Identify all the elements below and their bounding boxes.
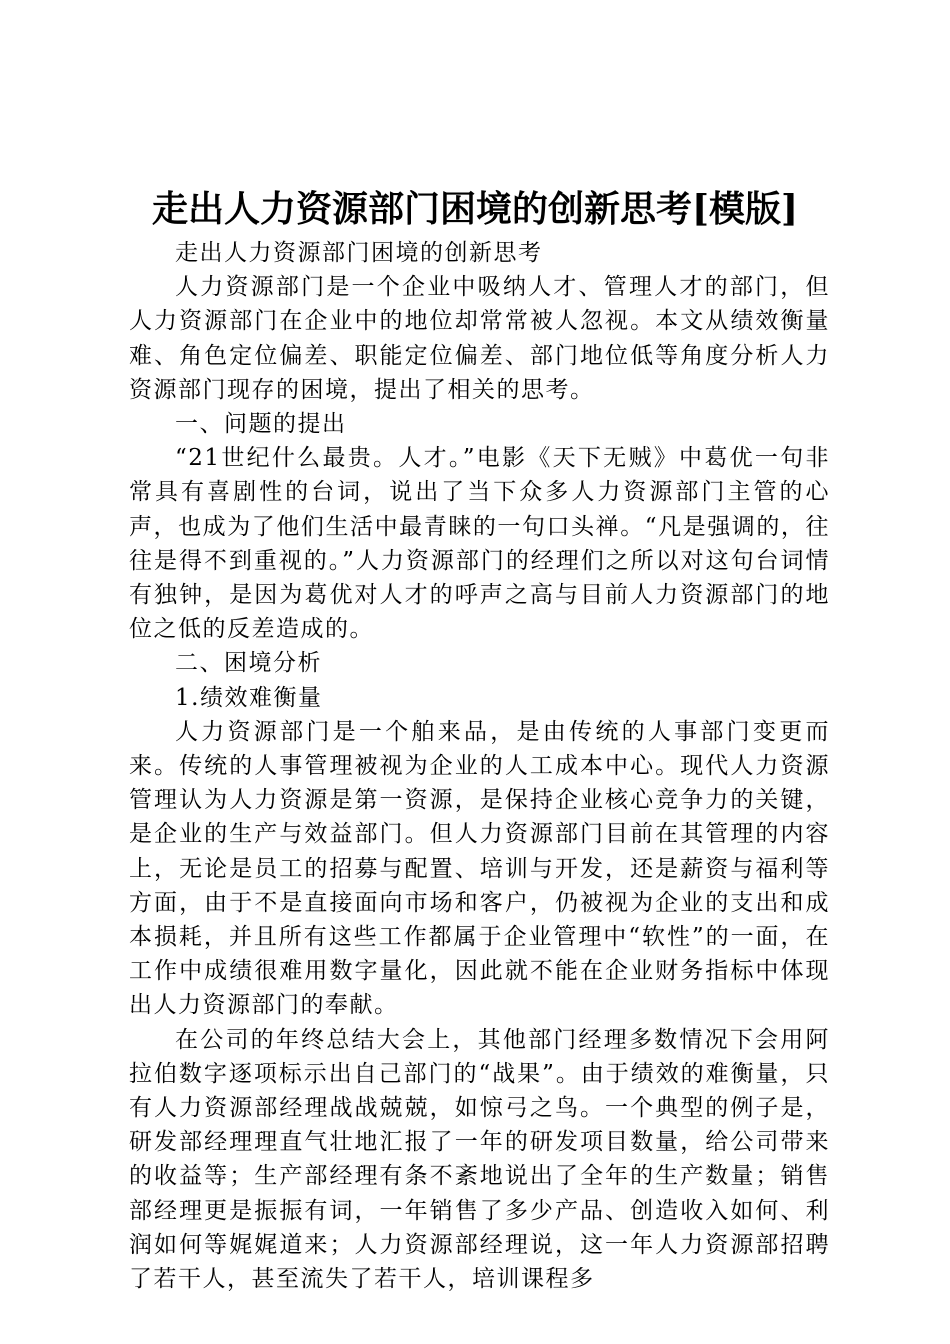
abstract-paragraph: 人力资源部门是一个企业中吸纳人才、管理人才的部门，但人力资源部门在企业中的地位却常常被人忽视。本文从绩效衡量难、角色定位偏差、职能定位偏差、部门地位低等角度分析人力资源部门现存的困境，提出了相关的思考。 [129,274,830,403]
body-paragraph: 在公司的年终总结大会上，其他部门经理多数情况下会用阿拉伯数字逐项标示出自己部门的“战果”。由于绩效的难衡量，只有人力资源部经理战战兢兢，如惊弓之鸟。一个典型的例子是，研发部经理理直气壮地汇报了一年的研发项目数量，给公司带来的收益等；生产部经理有条不紊地说出了全年的生产数量；销售部经理更是振振有词，一年销售了多少产品、创造收入如何、利润如何等娓娓道来；人力资源部经理说，这一年人力资源部招聘了若干人，甚至流失了若干人，培训课程多 [129,1026,830,1293]
document-title: 走出人力资源部门困境的创新思考[模版] [151,188,799,230]
subsection-heading-performance: 1.绩效难衡量 [175,684,323,711]
subtitle-paragraph: 走出人力资源部门困境的创新思考 [175,240,543,266]
body-paragraph: 人力资源部门是一个舶来品，是由传统的人事部门变更而来。传统的人事管理被视为企业的人工成本中心。现代人力资源管理认为人力资源是第一资源，是保持企业核心竞争力的关键，是企业的生产与效益部门。但人力资源部门目前在其管理的内容上，无论是员工的招募与配置、培训与开发，还是薪资与福利等方面，由于不是直接面向市场和客户，仍被视为企业的支出和成本损耗，并且所有这些工作都属于企业管理中“软性”的一面，在工作中成绩很难用数字量化，因此就不能在企业财务指标中体现出人力资源部门的奉献。 [129,718,830,1019]
section-heading-analysis: 二、困境分析 [175,650,322,677]
body-paragraph: “21世纪什么最贵。人才。”电影《天下无贼》中葛优一句非常具有喜剧性的台词，说出了当下众多人力资源部门主管的心声，也成为了他们生活中最青睐的一句口头禅。“凡是强调的，往往是得不到重视的。”人力资源部门的经理们之所以对这句台词情有独钟，是因为葛优对人才的呼声之高与目前人力资源部门的地位之低的反差造成的。 [129,445,830,643]
section-heading-problem: 一、问题的提出 [175,411,347,438]
document-body [129,236,830,1296]
